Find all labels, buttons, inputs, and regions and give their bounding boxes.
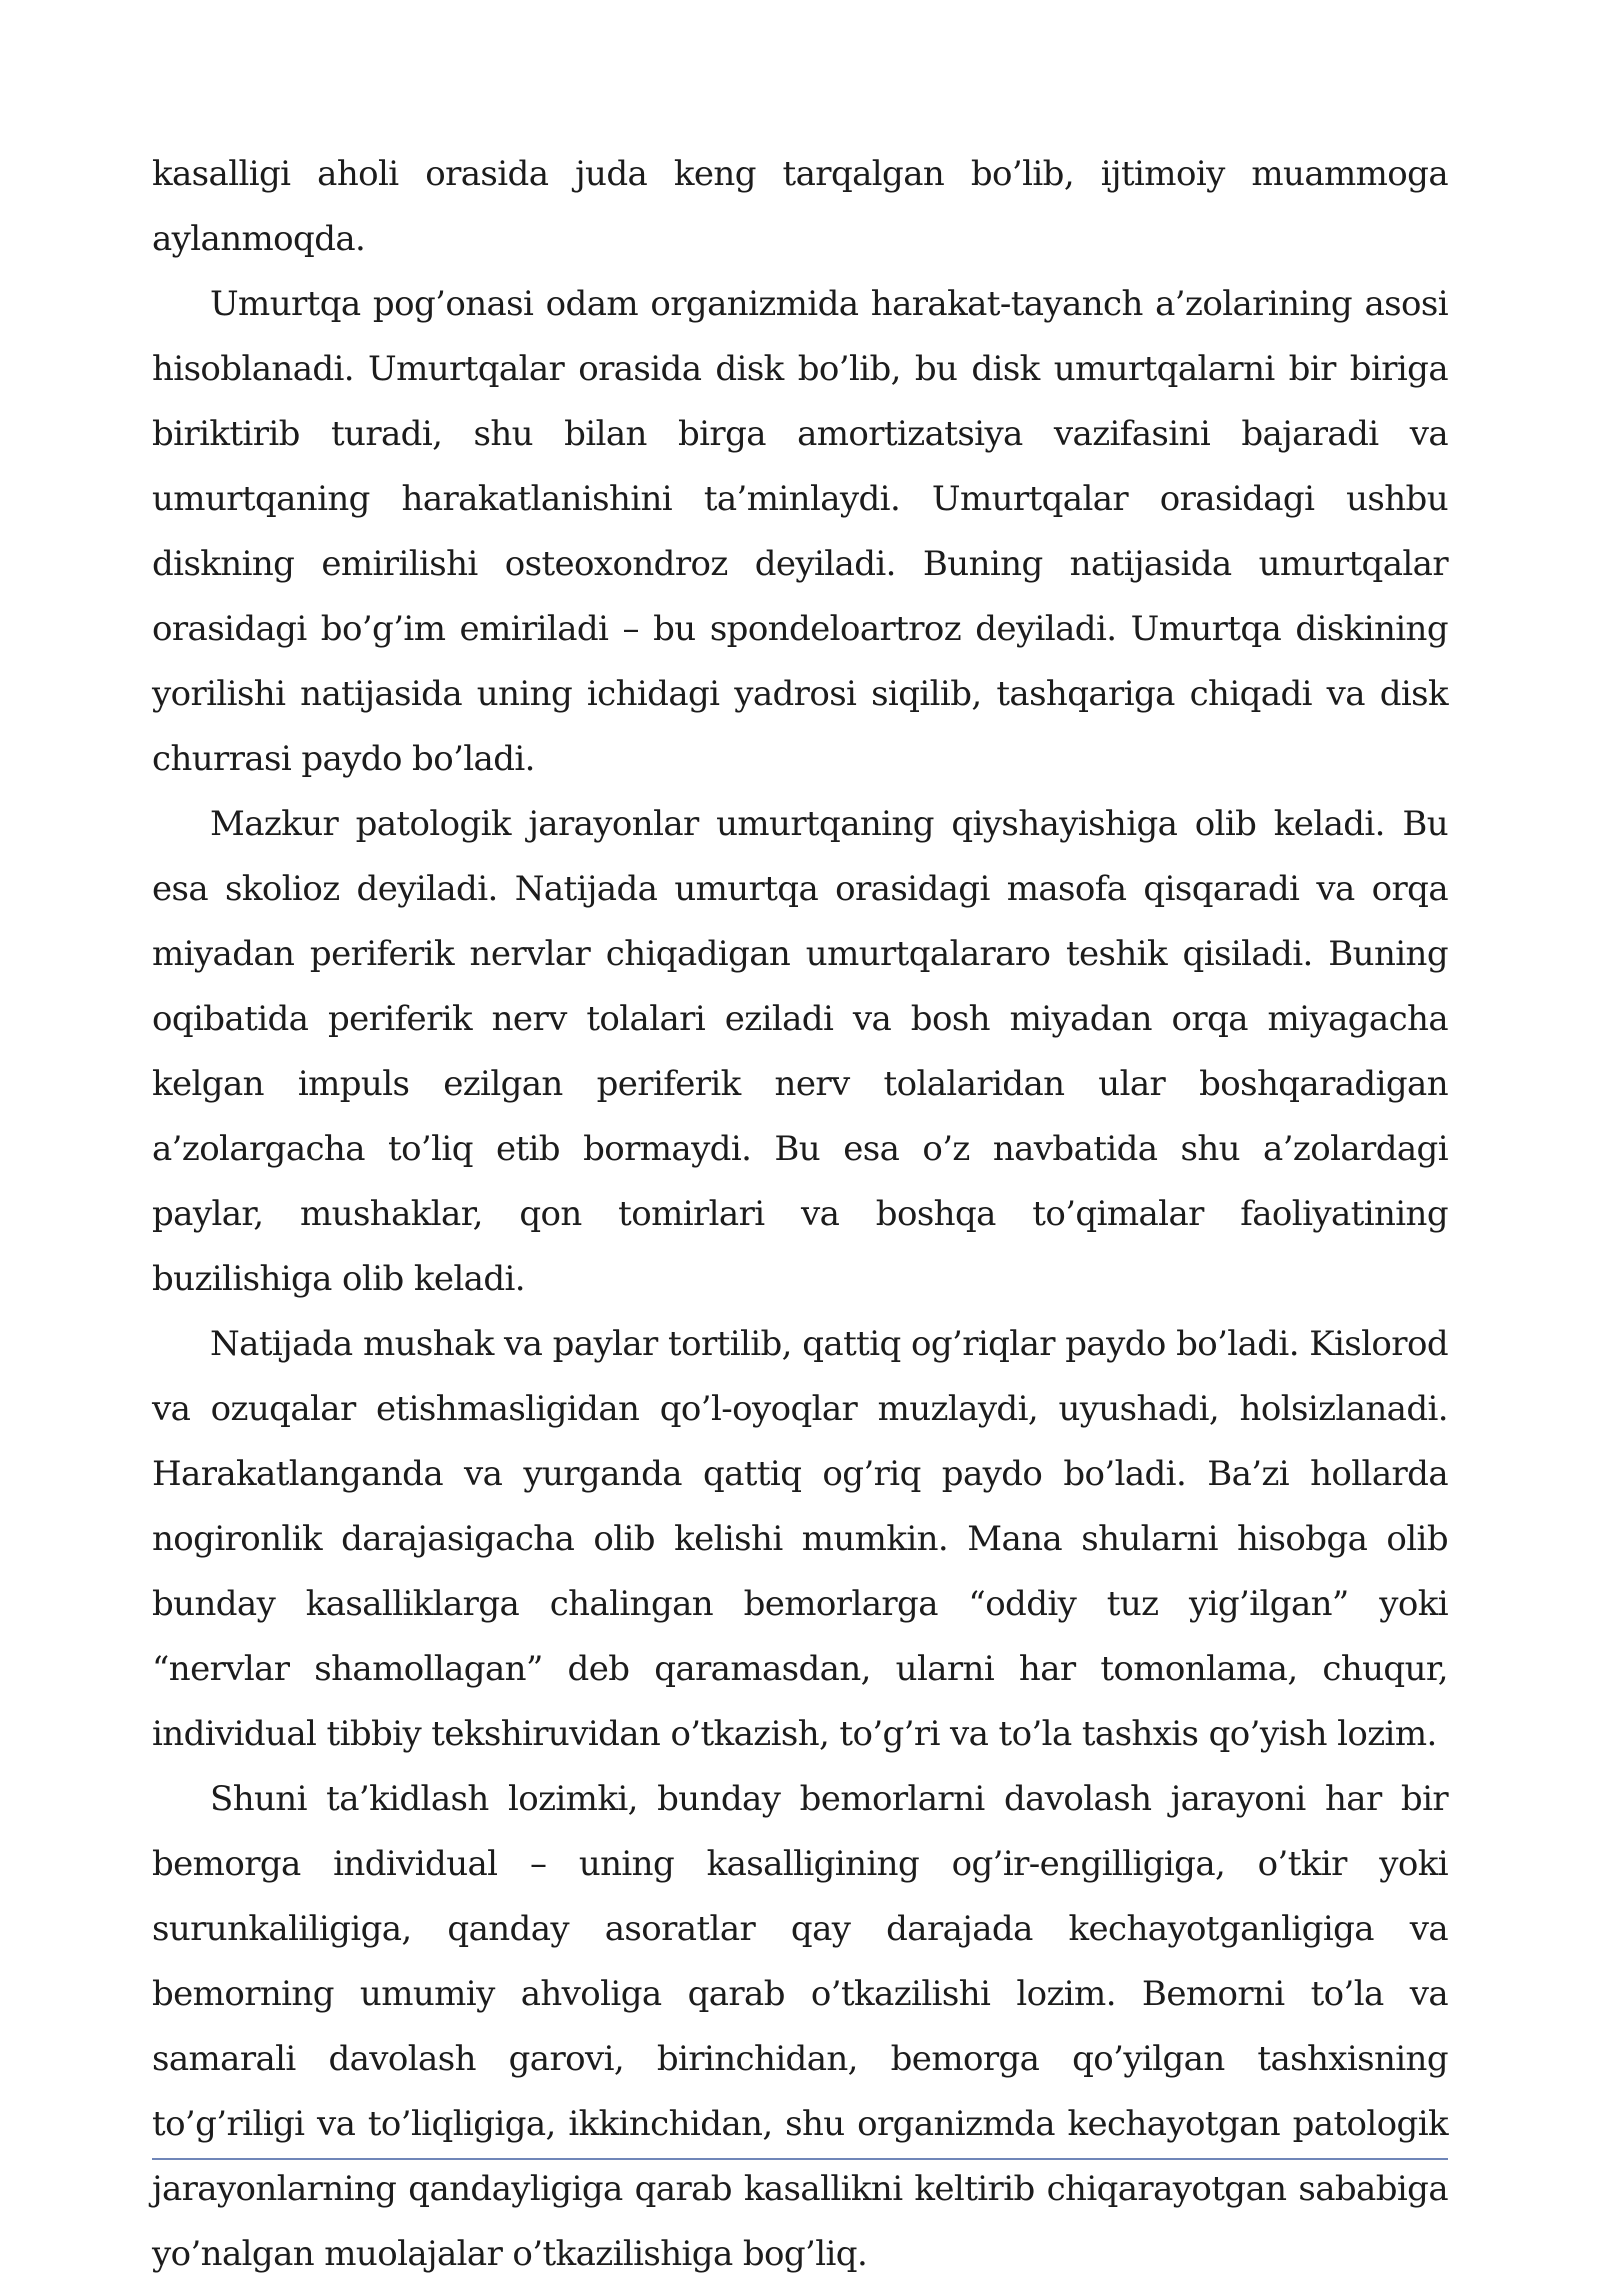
footer-divider-line bbox=[152, 2158, 1448, 2160]
paragraph-pathology: Mazkur patologik jarayonlar umurtqaning qiyshayishiga olib keladi. Bu esa skolioz deyiladi. Natijada umurtqa orasidagi masofa qisqaradi va orqa miyadan periferik nervlar chiqadigan umurtqalararo teshik qisiladi. Buning oqibatida periferik nerv tolalari eziladi va bosh miyadan orqa miyagacha kelgan impuls ezilgan periferik nerv tolalaridan ular boshqaradigan a’zolargacha to’liq etib bormaydi. Bu esa o’z navbatida shu a’zolardagi paylar, mushaklar, qon tomirlari va boshqa to’qimalar faoliyatining buzilishiga olib keladi. bbox=[152, 804, 1448, 1299]
paragraph-symptoms: Natijada mushak va paylar tortilib, qattiq og’riqlar paydo bo’ladi. Kislorod va ozuqalar etishmasligidan qo’l-oyoqlar muzlaydi, uyushadi, holsizlanadi. Harakatlanganda va yurganda qattiq og’riq paydo bo’ladi. Ba’zi hollarda nogironlik darajasigacha olib kelishi mumkin. Mana shularni hisobga olib bunday kasalliklarga chalingan bemorlarga “oddiy tuz yig’ilgan” yoki “nervlar shamollagan” deb qaramasdan, ularni har tomonlama, chuqur, individual tibbiy tekshiruvidan o’tkazish, to’g’ri va to’la tashxis qo’yish lozim. bbox=[152, 1324, 1448, 1754]
paragraph-spine-structure: Umurtqa pog’onasi odam organizmida harakat-tayanch a’zolarining asosi hisoblanadi. Umurtqalar orasida disk bo’lib, bu disk umurtqalarni bir biriga biriktirib turadi, shu bilan birga amortizatsiya vazifasini bajaradi va umurtqaning harakatlanishini ta’minlaydi. Umurtqalar orasidagi ushbu diskning emirilishi osteoxondroz deyiladi. Buning natijasida umurtqalar orasidagi bo’g’im emiriladi – bu spondeloartroz deyiladi. Umurtqa diskining yorilishi natijasida uning ichidagi yadrosi siqilib, tashqariga chiqadi va disk churrasi paydo bo’ladi. bbox=[152, 284, 1448, 779]
paragraph-treatment: Shuni ta’kidlash lozimki, bunday bemorlarni davolash jarayoni har bir bemorga individual – uning kasalligining og’ir-engilligiga, o’tkir yoki surunkaliligiga, qanday asoratlar qay darajada kechayotganligiga va bemorning umumiy ahvoliga qarab o’tkazilishi lozim. Bemorni to’la va samarali davolash garovi, birinchidan, bemorga qo’yilgan tashxisning to’g’riligi va to’liqligiga, ikkinchidan, shu organizmda kechayotgan patologik jarayonlarning qandayligiga qarab kasallikni keltirib chiqarayotgan sababiga yo’nalgan muolajalar o’tkazilishiga bog’liq. bbox=[152, 1779, 1448, 2274]
paragraph-continuation: kasalligi aholi orasida juda keng tarqalgan bo’lib, ijtimoiy muammoga aylanmoqda. bbox=[152, 154, 1448, 259]
document-body bbox=[152, 142, 1448, 2287]
